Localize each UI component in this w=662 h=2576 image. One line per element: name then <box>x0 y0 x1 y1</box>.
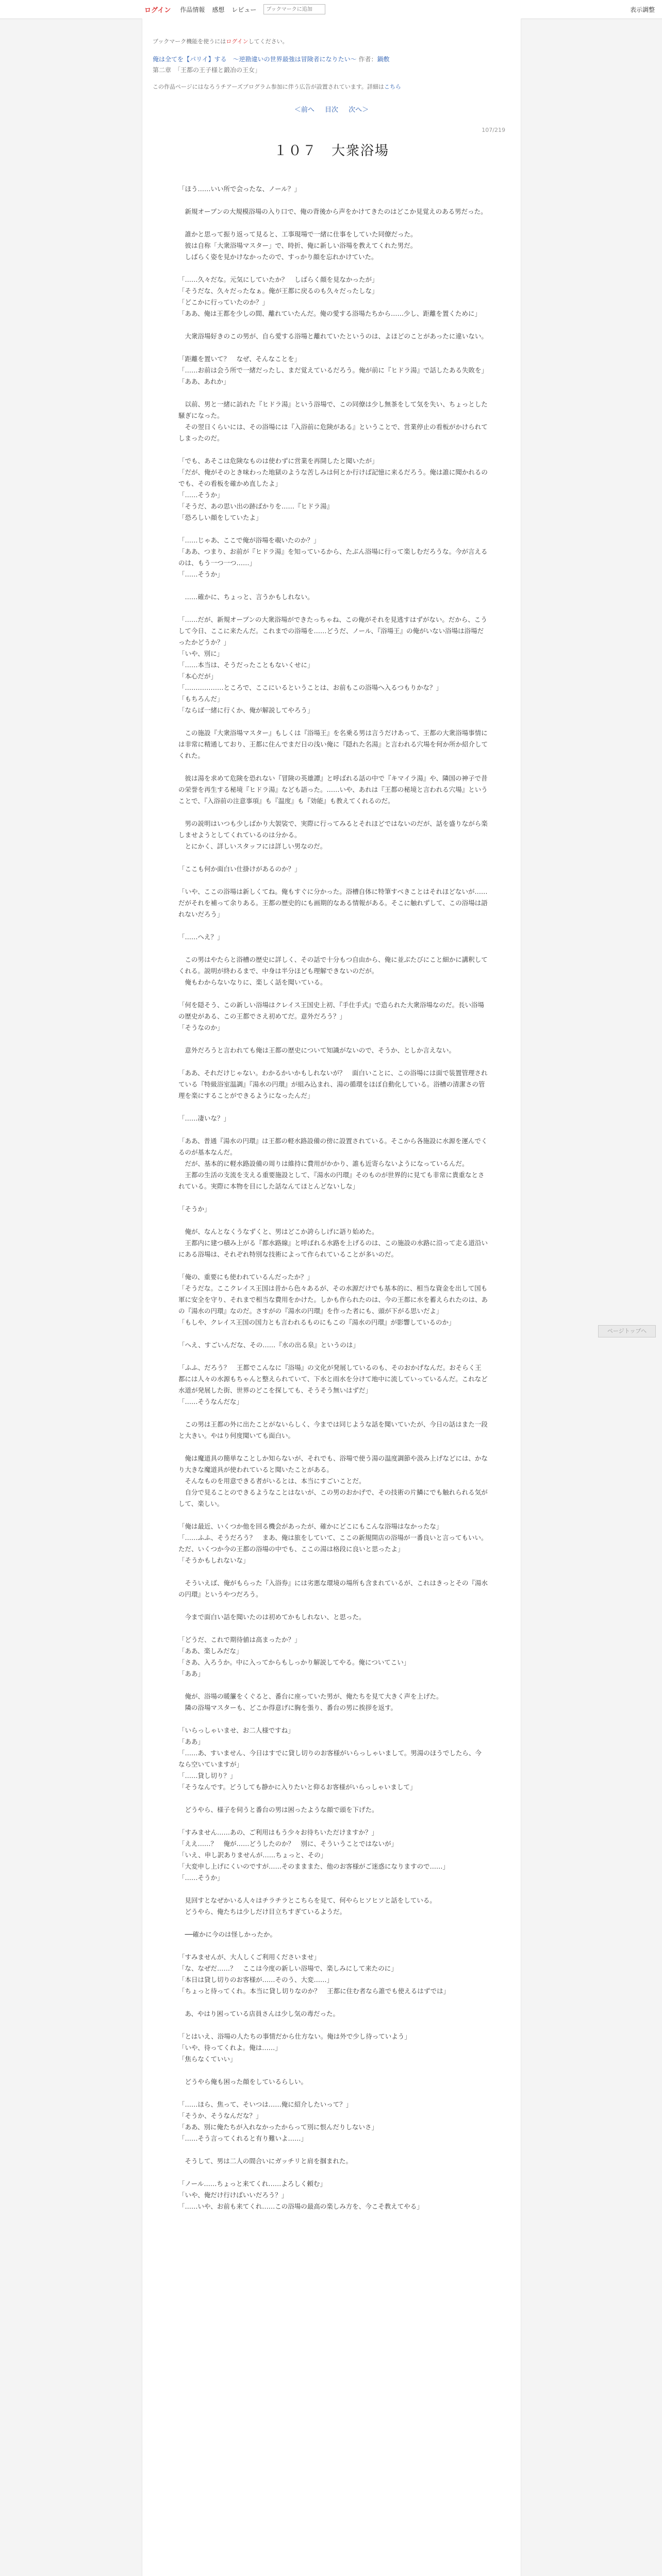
next-episode-link[interactable]: 次へ＞ <box>349 106 369 114</box>
body-paragraph: そういえば、俺がもらった『入浴券』には劣悪な環境の場所も含まれているが、これはきっとその『湯水の円環』というやつだろう。 <box>178 1579 488 1598</box>
body-paragraph: 「ノール……ちょっと来てくれ……よろしく頼む」 「いや、俺だけ行けばいいだろう？」 「……いや、お前も来てくれ……この浴場の最高の楽しみ方を、今こそ教えてやる」 <box>178 2180 423 2210</box>
ad-program-info <box>153 82 401 91</box>
body-paragraph: 「すみません……あの、ご利用はもう少々お待ちいただけますか？」 「ええ……？ 俺が……どうしたのか？ 別に、そういうことではないが」 「いえ、申し訳ありませんが……ちょっと、その」 「大変申し上げにくいのですが……そのまままた、他のお客様がご迷惑になりますので……」 「……そうか」 <box>178 1828 450 1882</box>
body-paragraph: あ、やはり困っている店員さんは少し気の毒だった。 <box>178 2010 340 2018</box>
chapter-name: 第二章 「王都の王子様と鍛冶の王女」 <box>153 66 261 74</box>
author-link[interactable]: 鍋敷 <box>377 56 390 63</box>
body-paragraph: 彼は湯を求めて危険を恐れない『冒険の英雄譚』と呼ばれる話の中で『キマイラ湯』や、隣国の神子で昔の栄誉を再生する秘境『ヒドラ湯』なども語った。……いや、あれは『王都の秘境と言われる穴場』ということで、『入浴前の注意事項』も『温度』も『効能』も教えてくれるのだ。 <box>178 774 488 805</box>
body-paragraph: 「……へえ？」 <box>178 933 224 941</box>
notice-text-before: ブックマーク機能を使うには <box>153 38 226 45</box>
series-header <box>153 55 508 64</box>
body-paragraph: この施設『大衆浴場マスター』もしくは『浴場王』を名乗る男は言うだけあって、王都の大衆浴場事情には非常に精通しており、王都に住んでまだ日の浅い俺に『隠れた名湯』と言われる穴場を何か所か紹介してくれた。 <box>178 729 488 759</box>
body-paragraph: 「そうか」 <box>178 1205 211 1213</box>
series-title-link[interactable]: 俺は全てを【パリイ】する 〜逆勘違いの世界最強は冒険者になりたい〜 <box>153 56 357 63</box>
author-label: 作者： <box>358 56 377 63</box>
episode-pager <box>142 104 521 114</box>
nav-link-impressions[interactable]: 感想 <box>212 6 225 13</box>
bookmark-login-notice <box>153 37 288 45</box>
body-paragraph: 俺は魔道具の簡単なことしか知らないが、それでも、浴場で使う湯の温度調節や汲み上げなどには、かなり大きな魔道具が使われていると聞いたことがある。 そんなものを用意できる者がいるとは、本当にすごいことだ。 自分で見ることのできるようなことはないが、この男のおかげで、その技術の片鱗にでも触れられる気がして、楽しい。 <box>178 1454 488 1507</box>
body-paragraph: 「……久々だな。元気にしていたか？ しばらく顔を見なかったが」 「そうだな、久々だったなぁ。俺が王都に戻るのも久々だったしな」 「どこかに行っていたのか？」 「ああ、俺は王都を少しの間、離れていたんだ。俺の愛する浴場たちから……少し、距離を置くために」 <box>178 276 482 317</box>
notice-login-link[interactable]: ログイン <box>226 38 249 45</box>
body-paragraph: 大衆浴場好きのこの男が、自ら愛する浴場と離れていたというのは、よほどのことがあったに違いない。 <box>178 332 488 340</box>
nav-link-reviews[interactable]: レビュー <box>231 6 257 13</box>
ad-program-text: この作品ページにはなろうチアーズプログラム参加に伴う広告が設置されています。詳細は <box>153 83 384 90</box>
body-paragraph: 「すみませんが、大人しくご利用くださいませ」 「な、なぜだ……？ ここは今度の新しい浴場で、楽しみにして来たのに」 「本日は貸し切りのお客様が……そのう、大変……」 「ちょっと待ってくれ。本当に貸し切りなのか？ 王都に住む者なら誰でも使えるはずでは」 <box>178 1953 450 1995</box>
body-paragraph: 俺が、浴場の暖簾をくぐると、番台に座っていた男が、俺たちを見て大きく声を上げた。 隣の浴場マスターも、どこか得意げに胸を張り、番台の男に挨拶を返す。 <box>178 1692 443 1711</box>
table-of-contents-link[interactable]: 目次 <box>324 106 338 114</box>
body-paragraph: 「ふふ、だろう？ 王都でこんなに『浴場』の文化が発展しているのも、そのおかげなんだ。おそらく王都には人々の水源もちゃんと整えられていて、下水と雨水を分けて地中に流していっているんだ。これなど水道が発展した街、世界のどこを探しても、そうそう無いはずだ」 「……そうなんだな」 <box>178 1364 488 1405</box>
top-navigation-links <box>144 0 325 19</box>
body-paragraph: 俺が、なんとなくうなずくと、男はどこか誇らしげに語り始めた。 王都内に建つ積み上がる『都水路線』と呼ばれる水路を上げるのは、この施設の水路に沿って走る道沿いにある浴場は、それぞれ特別な技術によって作られていることが多いのだ。 <box>178 1228 488 1258</box>
body-paragraph: そうして、男は二人の間合いにガッチリと肩を掴まれた。 <box>178 2157 353 2165</box>
episode-title: １０７ 大衆浴場 <box>273 143 389 159</box>
notice-text-after: してください。 <box>248 38 288 45</box>
body-paragraph: 「ここも何か面白い仕掛けがあるのか？」 <box>178 865 301 873</box>
top-navigation-bar <box>0 0 662 19</box>
body-paragraph: この男はやたらと浴槽の歴史に詳しく、その話で十分もつ自由から、俺に並ぶたびにこと細かに講釈してくれる。説明が終わるまで、中身は半分ほども理解できないのだが。 俺もわからないなりに、楽しく話を聞いている。 <box>178 956 488 986</box>
body-paragraph: 新規オープンの大規模浴場の入り口で、俺の背後から声をかけてきたのはどこか見覚えのある男だった。 <box>178 208 487 215</box>
body-paragraph: 誰かと思って振り返って見ると、工事現場で一緒に仕事をしていた同僚だった。 彼は自称「大衆浴場マスター」で、時折、俺に新しい浴場を教えてくれた男だ。 しばらく姿を見かけなかったので、すっかり顔を忘れかけていた。 <box>178 230 417 261</box>
body-paragraph: 以前、男と一緒に訪れた『ヒドラ湯』という浴場で、この同僚は少し無茶をして気を失い、ちょっとした騒ぎになった。 その翌日くらいには、その浴場には『入浴前に危険がある』ということで、営業停止の看板がかけられてしまったのだ。 <box>178 400 488 442</box>
body-paragraph: 「……だが、新規オープンの大衆浴場ができたっちゃね、この俺がそれを見逃すはずがない。だから、こうして今日、ここに来たんだ。これまでの浴場を……どうだ、ノール、『浴場王』の俺がいない浴場は浴場だったかどうか？」 「いや、別に」 「……本当は、そうだったこともないくせに」 「本心だが」 「………………ところで、ここにいるということは、お前もこの浴場へ入るつもりかな？」 「もちろんだ」 「ならば一緒に行くか、俺が解説してやろう」 <box>178 616 487 714</box>
body-paragraph: 「いや、ここの浴場は新しくてね。俺もすぐに分かった。浴槽自体に特筆すべきことはそれほどないが……だがそれを補って余りある。王都の歴史的にも画期的なある情報がある。そこに触れずして、この浴場は語れないだろう」 <box>178 888 488 918</box>
display-settings-link[interactable]: 表示調整 <box>630 6 655 13</box>
body-paragraph: ──確かに今のは怪しかったか。 <box>178 1930 277 1938</box>
body-paragraph: ……確かに、ちょっと、言うかもしれない。 <box>178 593 314 601</box>
body-paragraph: 意外だろうと言われても俺は王都の歴史について知識がないので、そうか、としか言えない。 <box>178 1046 456 1054</box>
body-paragraph: 見回すとなぜかいる人々はチラチラとこちらを見て、何やらヒソヒソと話をしている。 どうやら、俺たちは少しだけ目立ちすぎているようだ。 <box>178 1896 436 1916</box>
body-paragraph: 「……じゃあ、ここで俺が浴場を覗いたのか？」 「ああ、つまり、お前が『ヒドラ湯』を知っているから、たぶん浴場に行って楽しむだろうな。今が言えるのは、もう一つ一つ……」 「……そうか」 <box>178 536 488 578</box>
novel-page <box>142 19 521 2576</box>
bookmark-add-field[interactable] <box>263 4 325 14</box>
body-paragraph: 「どうだ、これで期待値は高まったか？」 「ああ、楽しみだな」 「さあ、入ろうか。中に入ってからもしっかり解説してやる。俺についてこい」 「ああ」 <box>178 1636 410 1677</box>
episode-counter: 107/219 <box>482 127 505 133</box>
body-paragraph: どうやら俺も困った顔をしているらしい。 <box>178 2078 308 2086</box>
body-paragraph: 「……ほら、焦って、そいつは……俺に紹介したいって？」 「そうか、そうなんだな？」 「ああ、別に俺たちが入れなかったからって別に恨んだりしないさ」 「……そう言ってくれると有り難いよ……」 <box>178 2100 378 2142</box>
body-paragraph: 「ほう……いい所で会ったな、ノール？」 <box>178 185 301 193</box>
body-paragraph: 「へえ、すごいんだな、その……『水の出る泉』というのは」 <box>178 1341 359 1349</box>
episode-body <box>178 183 488 2224</box>
body-paragraph: 「距離を置いて？ なぜ、そんなことを」 「……お前は会う所で一緒だったし、まだ覚えているだろう。俺が前に『ヒドラ湯』で話したある失敗を」 「ああ、あれか」 <box>178 355 488 385</box>
body-paragraph: 「俺の、重要にも使われているんだったか？」 「そうだな。ここクレイス王国は昔から色々あるが、その水源だけでも基本的に、相当な資金を出して国も軍に安全を守り、それまで相当な費用をかけた。しかも作られたのは、今の王都に水を蓄えられたのは、あの『湯水の円環』なのだ。さすがの『湯水の円環』を作った者にも、頭が下がる思いだよ」 「もしや、クレイス王国の国力とも言われるものにもこの『湯水の円環』が影響しているのか」 <box>178 1273 488 1326</box>
prev-episode-link[interactable]: ＜前へ <box>294 106 315 114</box>
body-paragraph: 男の説明はいつも少しばかり大袈裟で、実際に行ってみるとそれほどではないのだが、話を盛りながら楽しませようとしてくれているのは分かる。 とにかく、詳しいスタッフには詳しい男なのだ。 <box>178 820 488 850</box>
body-paragraph: 「ああ、それだけじゃない。わかるかいかもしれないが？ 面白いことに、この浴場には面で装置管理されている『特級浴室温調』『湯水の円環』が組み込まれ、湯の循環をほぼ自動化している。浴槽の清潔さの管理を楽にすることができるようになったんだ」 <box>178 1069 488 1099</box>
body-paragraph: どうやら、様子を伺うと番台の男は困ったような顔で頭を下げた。 <box>178 1806 378 1814</box>
body-paragraph: 「何を隠そう、この新しい浴場はクレイス王国史上初、『手仕手式』で造られた大衆浴場なのだ。長い浴場の歴史がある、この王都でさえ初めてだ。意外だろう？」 「そうなのか」 <box>178 1001 485 1031</box>
body-paragraph: 「……凄いな？」 <box>178 1114 230 1122</box>
body-paragraph: この男は王都の外に出たことがないらしく、今までは同じような話を聞いていたが、今日の話はまた一段と大きい。やはり何度聞いても面白い。 <box>178 1420 488 1439</box>
body-paragraph: 「俺は最近、いくつか他を回る機会があったが、確かにどこにもこんな浴場はなかったな」 「……ふふ、そうだろう？ まあ、俺は旅をしていて、ここの新規開店の浴場が一番良いと言ってもいい。ただ、いくつか今の王都の浴場の中でも、ここの湯は格段に良いと思ったよ」 「そうかもしれないな」 <box>178 1522 488 1564</box>
page-top-button[interactable]: ページトップへ <box>598 1325 656 1337</box>
body-paragraph: 「ああ、普通『湯水の円環』は王都の軽水路設備の傍に設置されている。そこから各施設に水源を運んでくるのが基本なんだ。 だが、基本的に軽水路設備の周りは維持に費用がかかり、誰も近寄らないようになっているんだ。 王都の生活の支流を支える重要施設として、『湯水の円環』そのものが世界的に見ても非常に貴重なとされている。実際に本物を目にした話なんてほとんどないしな」 <box>178 1137 488 1190</box>
login-link[interactable]: ログイン <box>144 6 171 14</box>
nav-link-work-info[interactable]: 作品情報 <box>180 6 205 13</box>
body-paragraph: 「とはいえ、浴場の人たちの事情だから仕方ない。俺は外で少し待っていよう」 「いや、待ってくれよ。俺は……」 「焦らなくていい」 <box>178 2032 411 2063</box>
body-paragraph: 「いらっしゃいませ、お二人様ですね」 「ああ」 「……あ、すいません、今日はすでに貸し切りのお客様がいらっしゃいまして。男湯のほうでしたら、今なら空いていますが」 「……貸し切り？」 「そうなんです。どうしても静かに入りたいと仰るお客様がいらっしゃいまして」 <box>178 1726 482 1791</box>
body-paragraph: 今まで面白い話を聞いたのは初めてかもしれない、と思った。 <box>178 1613 366 1621</box>
ad-program-details-link[interactable]: こちら <box>384 83 401 90</box>
body-paragraph: 「でも、あそこは危険なものは使わずに営業を再開したと聞いたが」 「だが、俺がそのとき味わった地獄のような苦しみは何とか行けば記憶に来るだろう。俺は誰に聞かれるのでも、その看板を確かめ直したよ」 「……そうか」 「そうだ、あの思い出の跡ばかりを……『ヒドラ湯』 「恐ろしい顔をしていたよ」 <box>178 457 488 521</box>
